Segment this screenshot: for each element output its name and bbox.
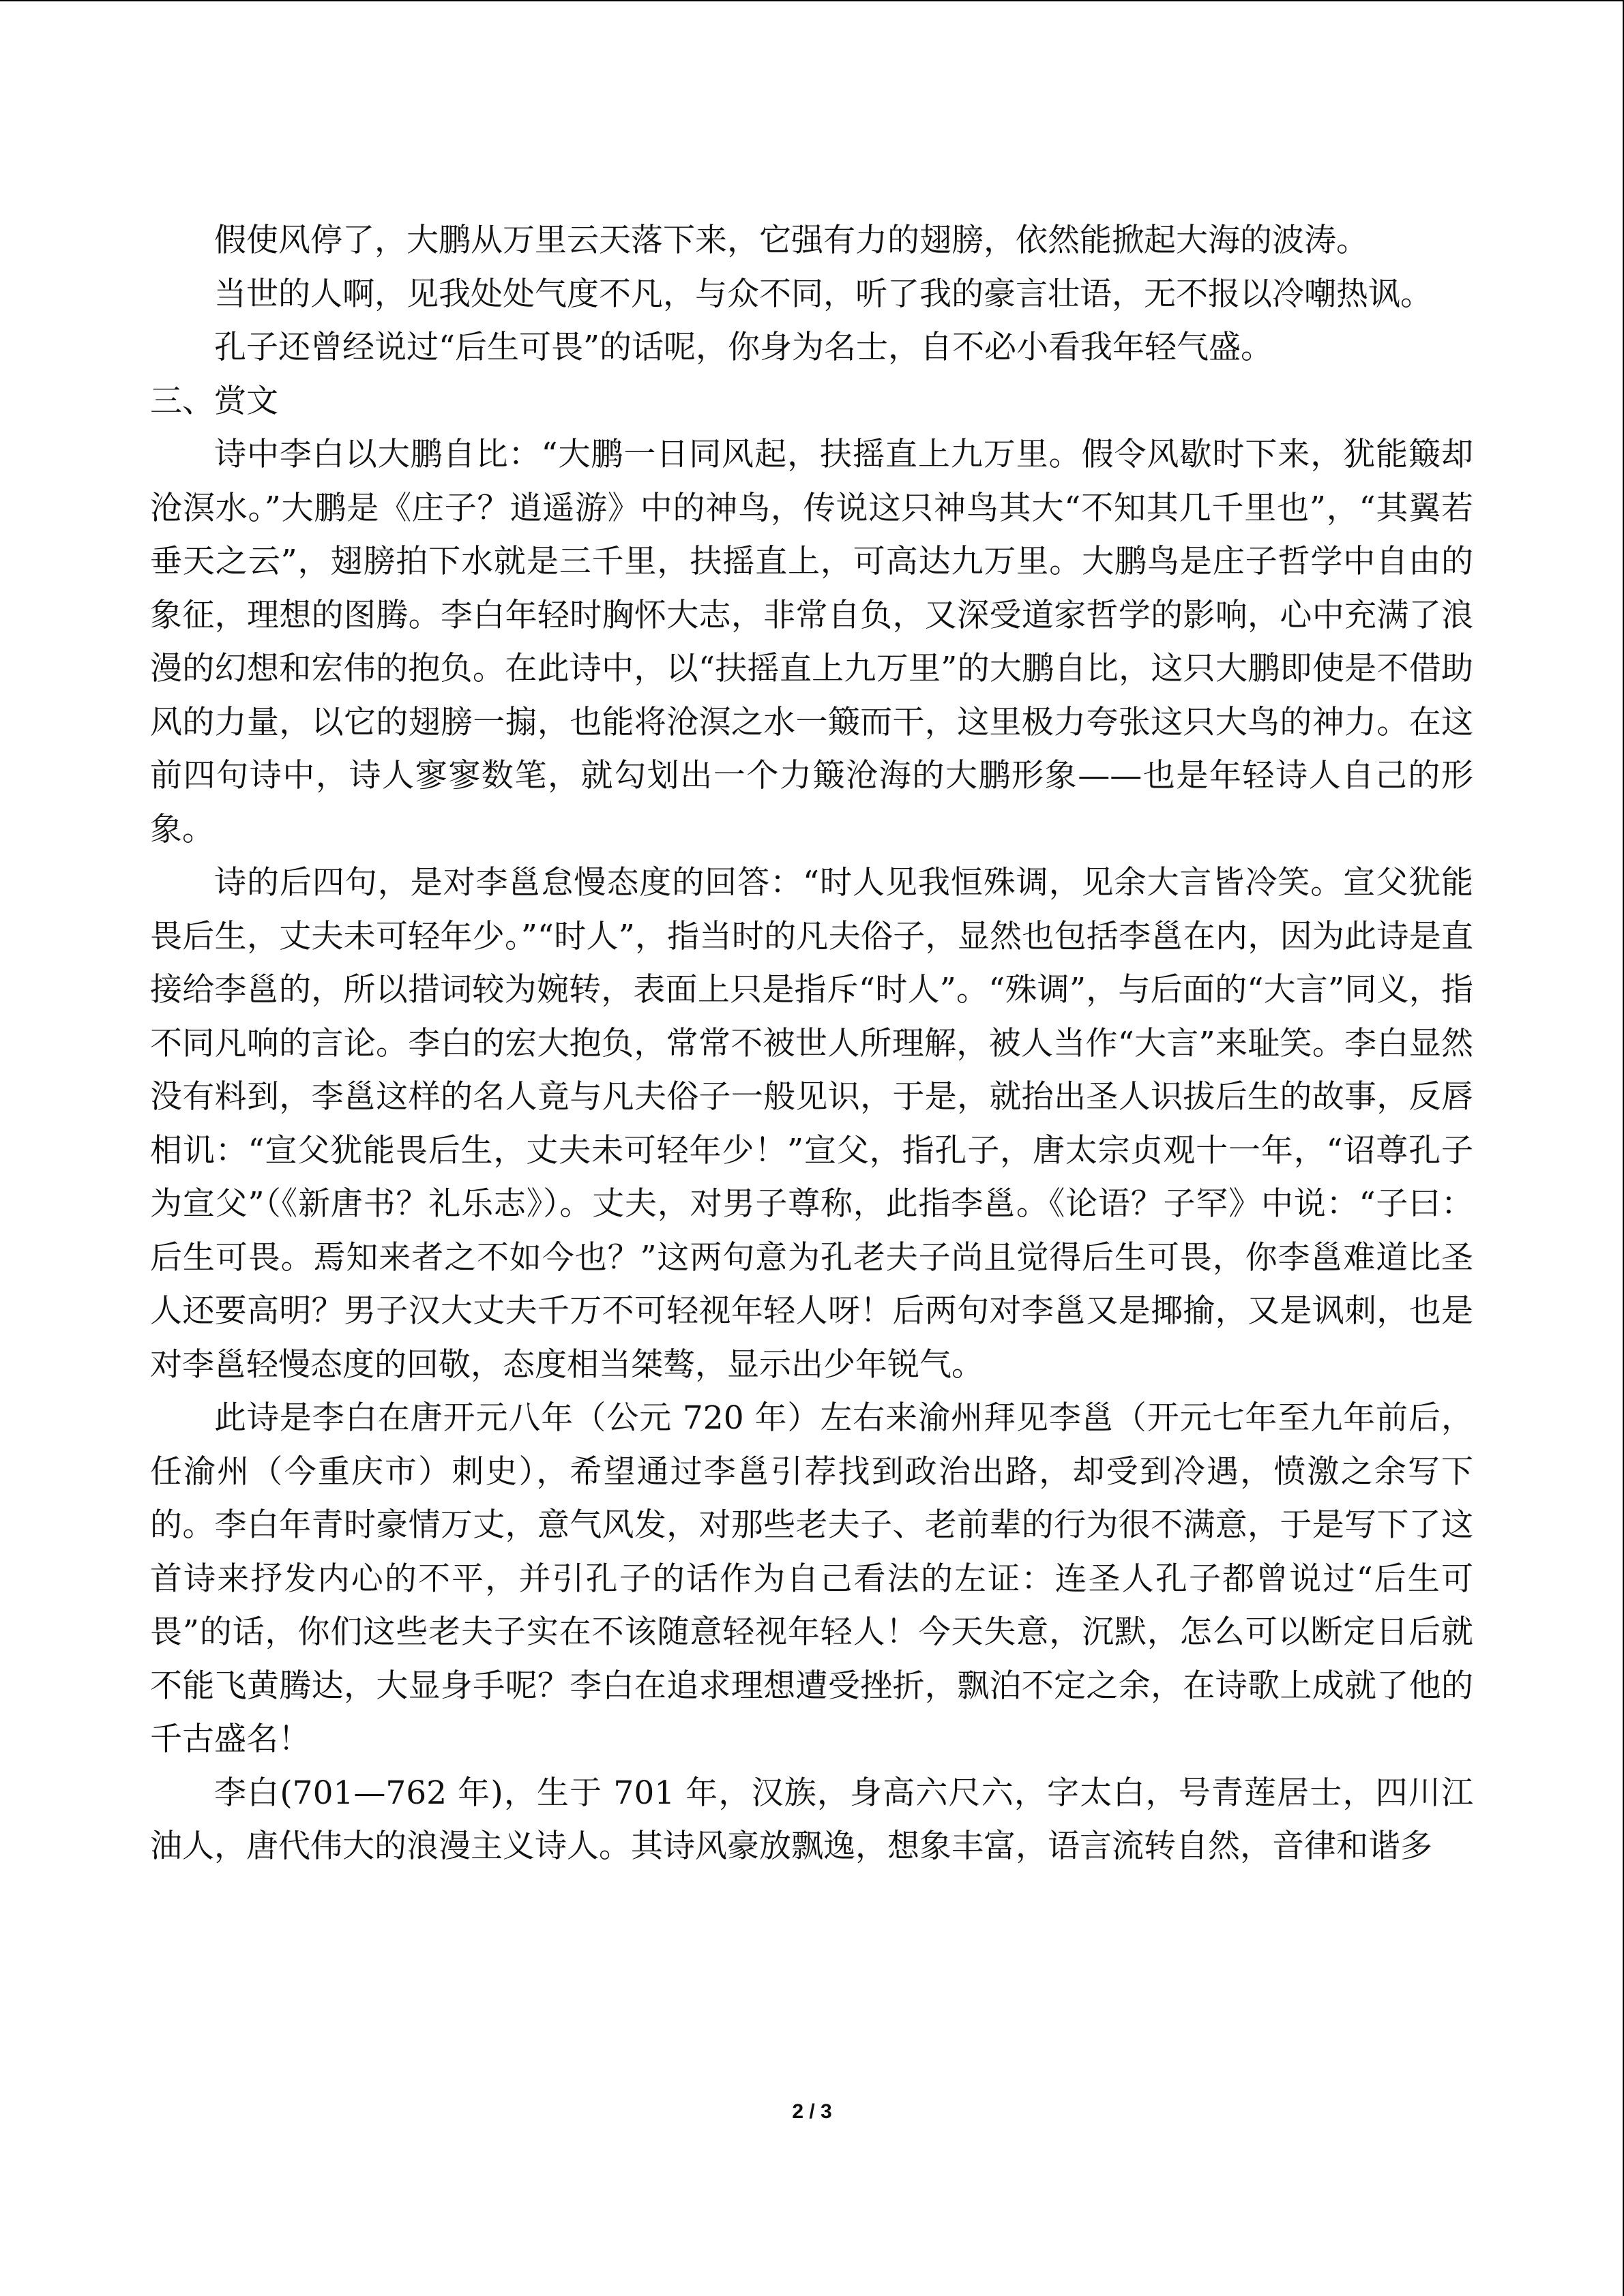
section-heading: 三、赏文 bbox=[150, 382, 278, 420]
paragraph-appreciation-1: 诗中李白以大鹏自比：“大鹏一日同风起，扶摇直上九万里。假令风歇时下来，犹能簸却沧溟水。”大鹏是《庄子？逍遥游》中的神鸟，传说这只神鸟其大“不知其几千里也”，“其翼若垂天之云”，翅膀拍下水就是三千里，扶摇直上，可高达九万里。大鹏鸟是庄子哲学中自由的象征，理想的图腾。李白年轻时胸怀大志，非常自负，又深受道家哲学的影响，心中充满了浪漫的幻想和宏伟的抱负。在此诗中，以“扶摇直上九万里”的大鹏自比，这只大鹏即使是不借助风的力量，以它的翅膀一搧，也能将沧溟之水一簸而干，这里极力夸张这只大鸟的神力。在这前四句诗中，诗人寥寥数笔，就勾划出一个力簸沧海的大鹏形象——也是年轻诗人自己的形象。 bbox=[150, 436, 1473, 848]
paragraph-translation-1: 假使风停了，大鹏从万里云天落下来，它强有力的翅膀，依然能掀起大海的波涛。 bbox=[214, 222, 1368, 259]
document-body bbox=[150, 214, 1473, 1874]
page-number: 2 / 3 bbox=[792, 2100, 832, 2123]
paragraph-translation-2: 当世的人啊，见我处处气度不凡，与众不同，听了我的豪言壮语，无不报以冷嘲热讽。 bbox=[214, 275, 1432, 313]
paragraph-appreciation-2: 诗的后四句，是对李邕怠慢态度的回答：“时人见我恒殊调，见余大言皆冷笑。宣父犹能畏后生，丈夫未可轻年少。”“时人”，指当时的凡夫俗子，显然也包括李邕在内，因为此诗是直接给李邕的，所以措词较为婉转，表面上只是指斥“时人”。“殊调”，与后面的“大言”同义，指不同凡响的言论。李白的宏大抱负，常常不被世人所理解，被人当作“大言”来耻笑。李白显然没有料到，李邕这样的名人竟与凡夫俗子一般见识，于是，就抬出圣人识拔后生的故事，反唇相讥：“宣父犹能畏后生，丈夫未可轻年少！”宣父，指孔子，唐太宗贞观十一年，“诏尊孔子为宣父”（《新唐书？礼乐志》）。丈夫，对男子尊称，此指李邕。《论语？子罕》中说：“子曰：后生可畏。焉知来者之不如今也？”这两句意为孔老夫子尚且觉得后生可畏，你李邕难道比圣人还要高明？男子汉大丈夫千万不可轻视年轻人呀！后两句对李邕又是揶揄，又是讽刺，也是对李邕轻慢态度的回敬，态度相当桀骜，显示出少年锐气。 bbox=[150, 864, 1473, 1384]
paragraph-translation-3: 孔子还曾经说过“后生可畏”的话呢，你身为名士，自不必小看我年轻气盛。 bbox=[214, 329, 1273, 366]
paragraph-author-bio: 李白(701—762 年)，生于 701 年，汉族，身高六尺六，字太白，号青莲居士，四川江油人，唐代伟大的浪漫主义诗人。其诗风豪放飘逸，想象丰富，语言流转自然，音律和谐多 bbox=[150, 1774, 1473, 1865]
paragraph-background: 此诗是李白在唐开元八年（公元 720 年）左右来渝州拜见李邕（开元七年至九年前后，任渝州（今重庆市）刺史），希望通过李邕引荐找到政治出路，却受到冷遇，愤激之余写下的。李白年青时豪情万丈，意气风发，对那些老夫子、老前辈的行为很不满意，于是写下了这首诗来抒发内心的不平，并引孔子的话作为自己看法的左证：连圣人孔子都曾说过“后生可畏”的话，你们这些老夫子实在不该随意轻视年轻人！今天失意，沉默，怎么可以断定日后就不能飞黄腾达，大显身手呢？李白在追求理想遭受挫折，飘泊不定之余，在诗歌上成就了他的千古盛名！ bbox=[150, 1399, 1473, 1758]
